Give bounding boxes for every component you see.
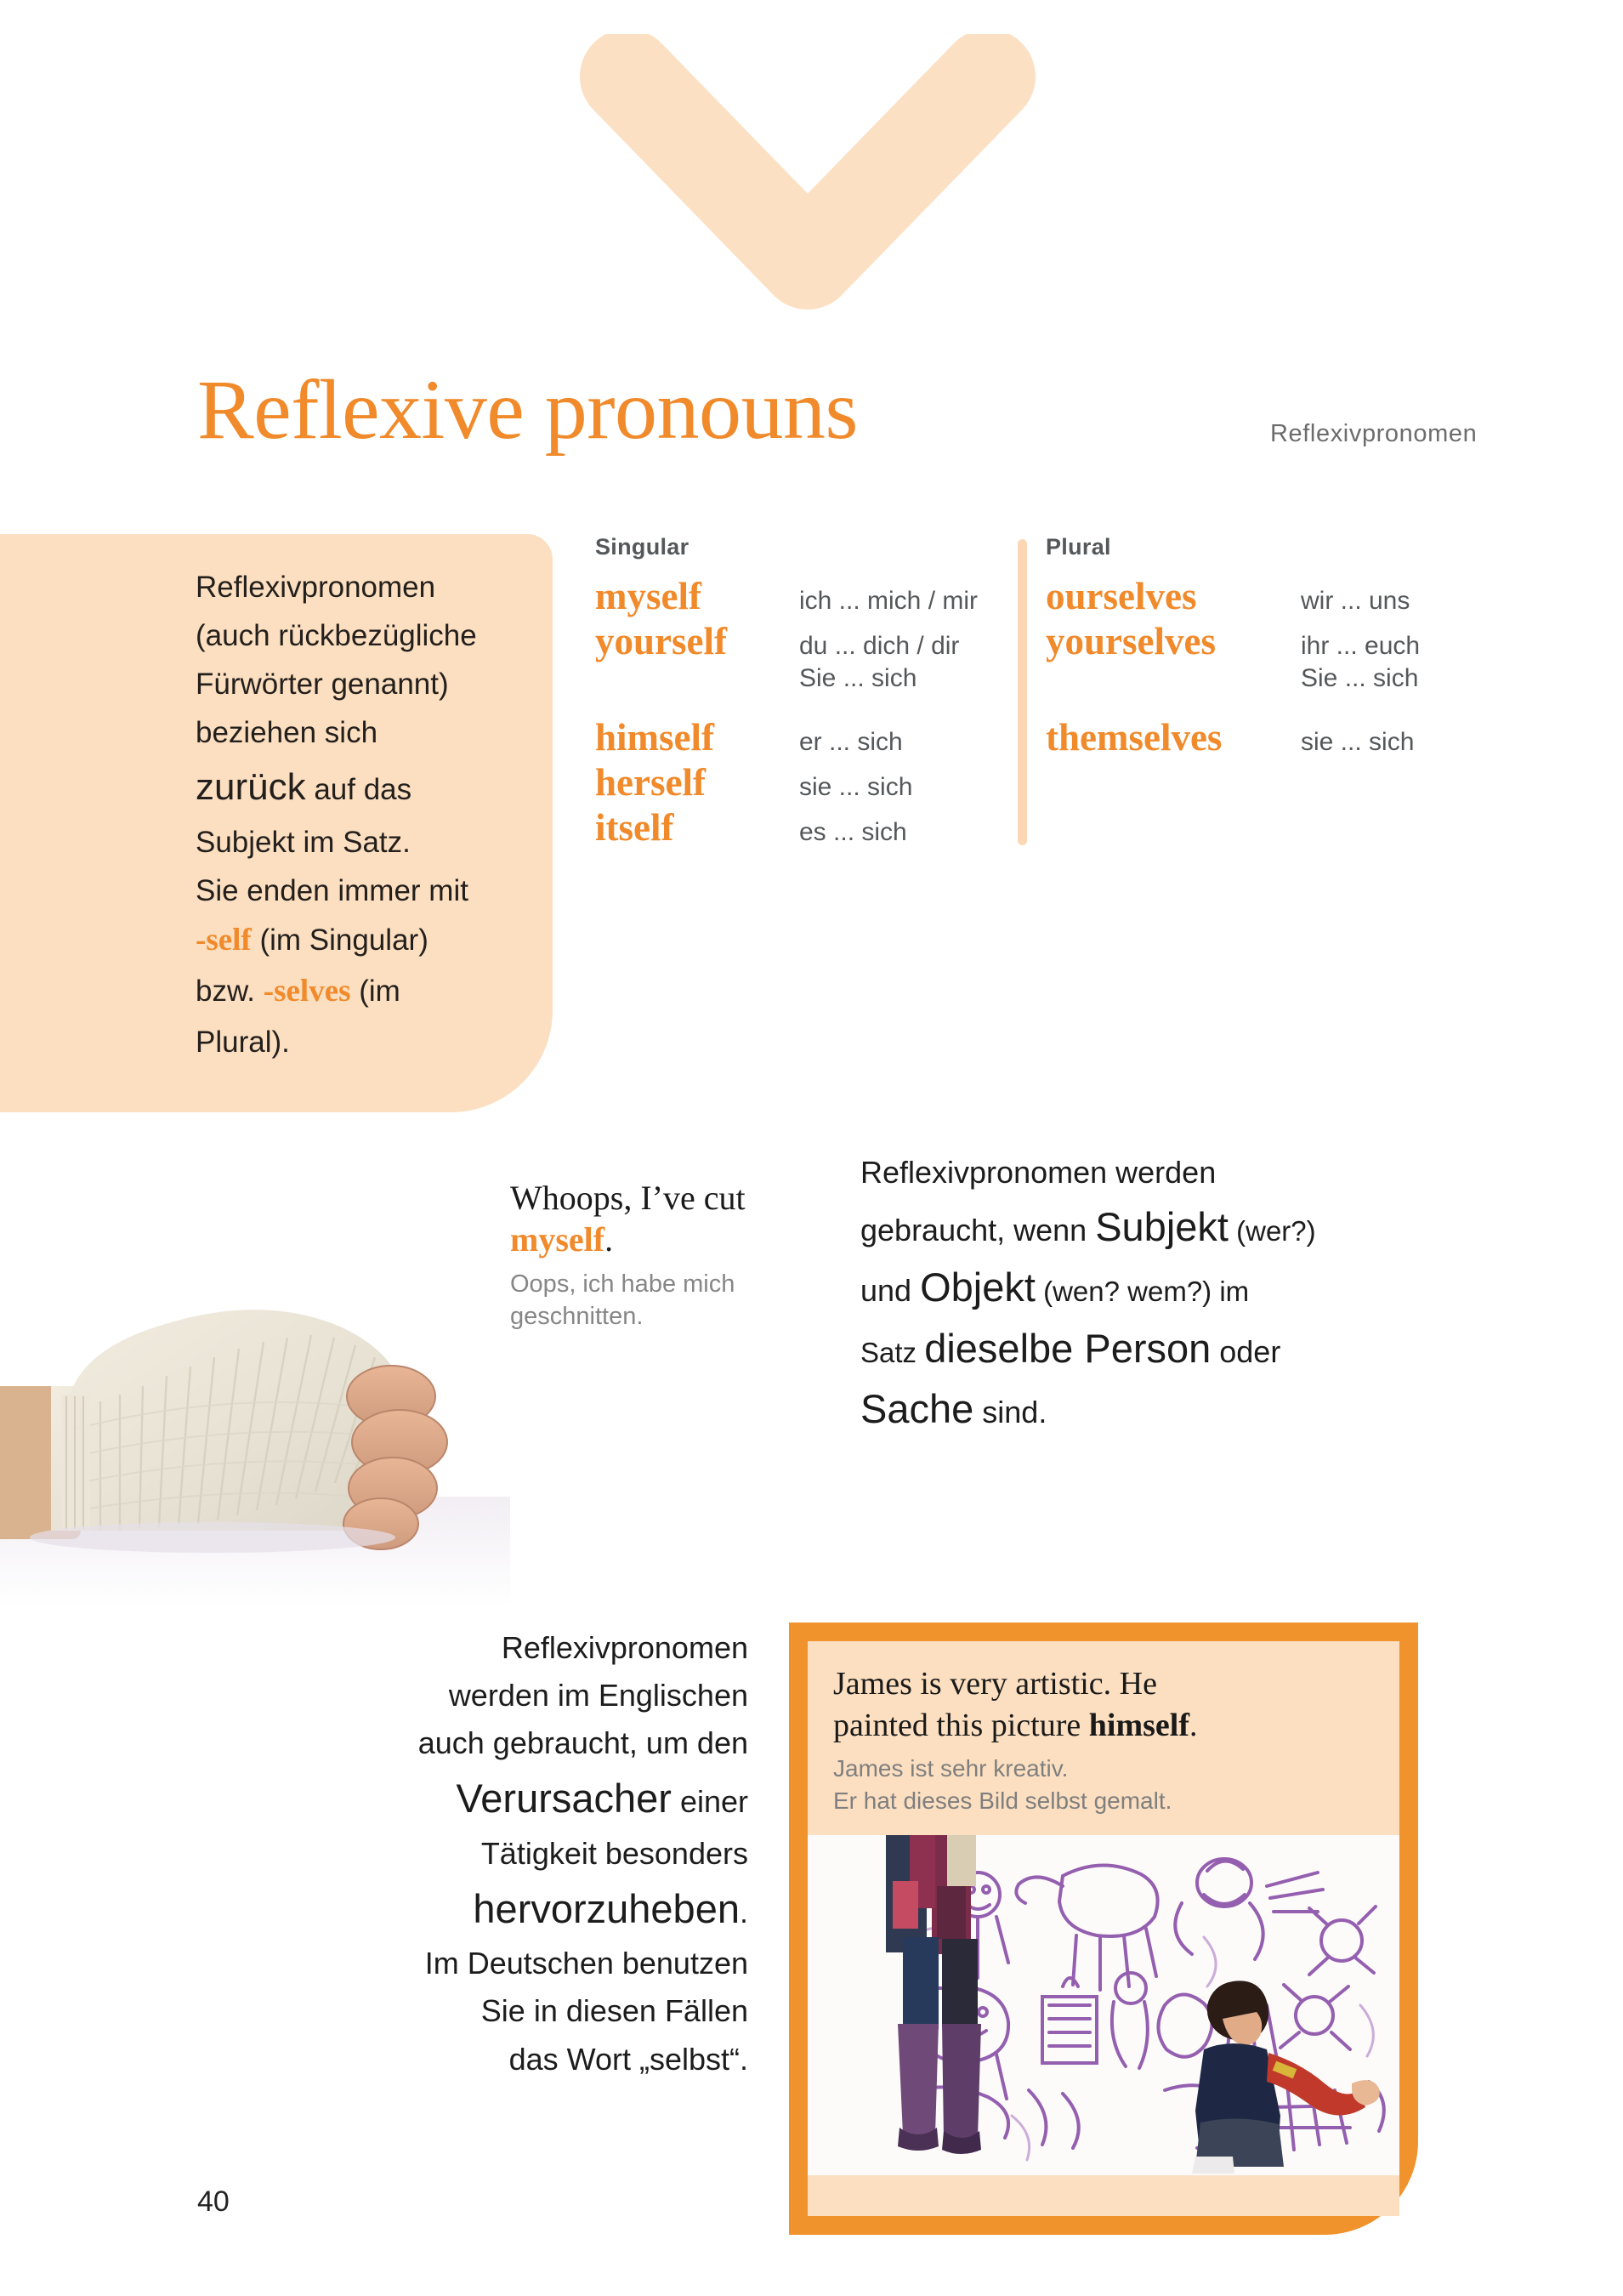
child-drawing-on-wall-photo [808, 1835, 1399, 2175]
james-example-box [789, 1623, 1418, 2235]
table-row [1046, 715, 1488, 760]
table-row [1046, 663, 1488, 693]
row-spacer [1046, 693, 1488, 715]
example-sentence-english: Whoops, I’ve cut myself. [510, 1179, 746, 1259]
pronoun-column-plural [1046, 534, 1488, 760]
page-title-subtitle: Reflexivpronomen [1270, 420, 1478, 447]
whoops-example-caption [510, 1178, 816, 1333]
explanation-paragraph-subject-object: Reflexivpronomen werden gebraucht, wenn Subjekt (wer?) und Objekt (wen? wem?) im Satz dieselbe Person oder Sache sind. [860, 1155, 1316, 1432]
page-header [197, 362, 1478, 469]
pronoun-german: sie ... sich [1301, 728, 1415, 757]
chevron-down-icon [578, 34, 1037, 332]
table-row [595, 805, 1020, 850]
pronoun-english: myself [595, 575, 701, 617]
definition-line: bzw. -selves (im [196, 974, 400, 1009]
example-sentence-german: James ist sehr kreativ. Er hat dieses Bild selbst gemalt. [833, 1754, 1172, 1815]
pronoun-english: herself [595, 761, 706, 804]
pronoun-column-singular [595, 534, 1020, 850]
pronoun-english: yourselves [1046, 619, 1216, 662]
definition-line: -self (im Singular) [196, 923, 428, 958]
definition-line: Plural). [196, 1025, 290, 1059]
pronoun-english: itself [595, 805, 674, 849]
pronoun-german: er ... sich [799, 728, 903, 757]
definition-line: beziehen sich [196, 716, 378, 750]
pronoun-german: Sie ... sich [1301, 664, 1419, 693]
page-number: 40 [197, 2185, 230, 2218]
pronoun-english: himself [595, 716, 714, 759]
definition-callout-box [0, 534, 553, 1112]
definition-line: Sie enden immer mit [196, 873, 468, 907]
pronoun-german: ich ... mich / mir [799, 587, 979, 615]
definition-line: Reflexivpronomen [196, 571, 436, 604]
pronoun-german: Sie ... sich [799, 664, 917, 693]
example-sentence-english: James is very artistic. He painted this picture himself. [833, 1666, 1198, 1744]
table-row [1046, 619, 1488, 664]
pronoun-german: sie ... sich [799, 773, 913, 802]
james-example-inner [808, 1641, 1399, 2216]
table-row [1046, 574, 1488, 619]
explanation-paragraph-emphasis: Reflexivpronomen werden im Englischen auch gebraucht, um den Verursacher einer Tätigkeit besonders hervorzuheben. Im Deutschen benutzen Sie in diesen Fällen das Wort „selbst“. [417, 1630, 748, 2077]
row-spacer [595, 693, 1020, 715]
definition-line: (auch rückbezügliche [196, 619, 477, 653]
table-row [595, 663, 1020, 693]
definition-line: Fürwörter genannt) [196, 668, 449, 702]
pronoun-german: du ... dich / dir [799, 631, 960, 660]
pronoun-english: yourself [595, 619, 727, 662]
page-title: Reflexive pronouns [197, 362, 858, 457]
table-row [595, 619, 1020, 664]
pronoun-english: themselves [1046, 716, 1223, 759]
table-row [595, 760, 1020, 805]
bandaged-hand-photo [0, 1131, 510, 1607]
column-heading-singular: Singular [595, 534, 689, 560]
pronoun-german: ihr ... euch [1301, 631, 1421, 660]
table-row [595, 574, 1020, 619]
pronoun-german: wir ... uns [1301, 587, 1410, 615]
definition-line: zurück auf das [196, 766, 412, 809]
pronoun-german: es ... sich [799, 817, 907, 846]
james-example-caption [808, 1641, 1399, 1835]
pronoun-english: ourselves [1046, 575, 1197, 617]
definition-line: Subjekt im Satz. [196, 825, 411, 859]
column-heading-plural: Plural [1046, 534, 1111, 560]
definition-text [196, 563, 502, 1066]
table-row [595, 715, 1020, 760]
example-sentence-german: Oops, ich habe mich geschnitten. [510, 1270, 735, 1330]
